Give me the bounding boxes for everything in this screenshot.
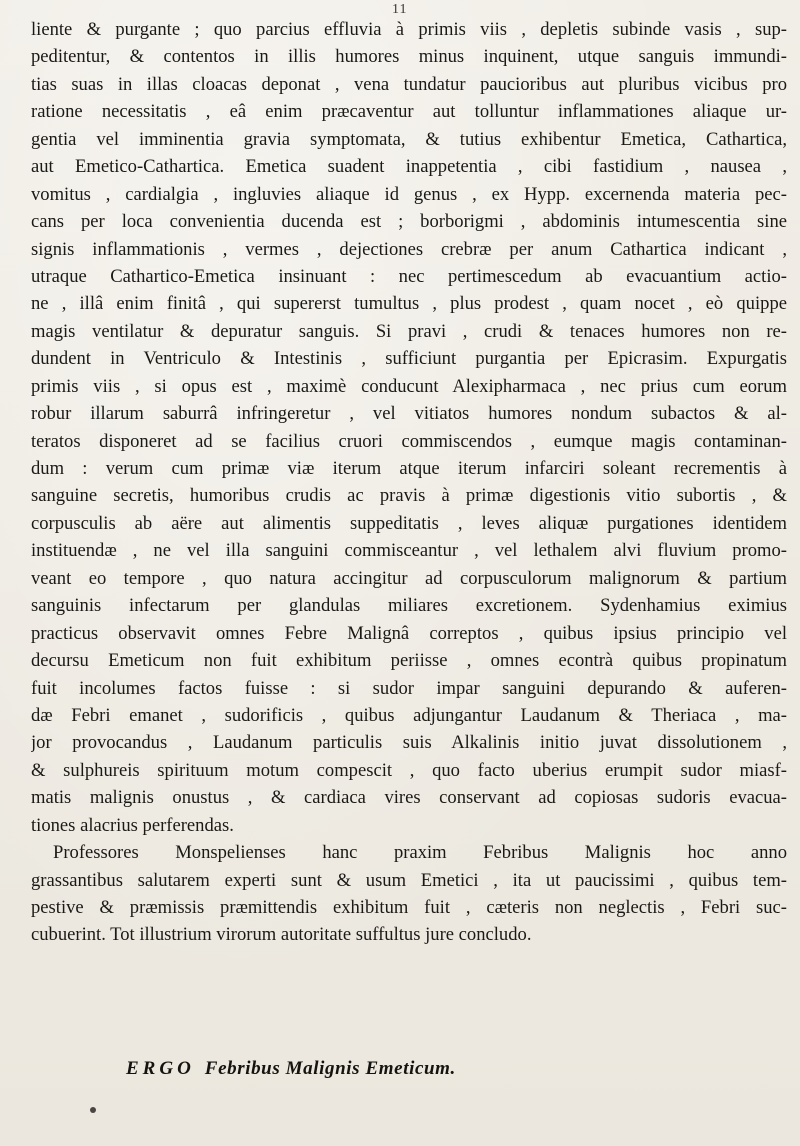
text-line: tias suas in illas cloacas deponat , vena tundatur paucioribus aut pluribus vicibus pro (31, 73, 787, 95)
text-line: magis ventilatur & depuratur sanguis. Si pravi , crudi & tenaces humores non re- (31, 320, 787, 342)
text-line: ratione necessitatis , eâ enim præcaventur aut tolluntur inflammationes aliaque ur- (31, 101, 787, 123)
text-line: matis malignis onustus , & cardiaca vires conservant ad copiosas sudoris evacua- (31, 787, 787, 809)
text-line: aut Emetico-Cathartica. Emetica suadent inappetentia , cibi fastidium , nausea , (31, 156, 787, 178)
text-line: veant eo tempore , quo natura accingitur ad corpusculorum malignorum & partium (31, 567, 787, 589)
text-line: peditentur, & contentos in illis humores minus inquinent, utque sanguis immundi- (31, 46, 787, 68)
text-line: gentia vel imminentia gravia symptomata, & tutius exhibentur Emetica, Cathartica, (31, 128, 787, 150)
text-line: sanguinis infectarum per glandulas miliares excretionem. Sydenhamius eximius (31, 595, 787, 617)
text-line: cans per loca convenientia ducenda est ; borborigmi , abdominis intumescentia sine (31, 211, 787, 233)
text-line: fuit incolumes factos fuisse : si sudor impar sanguini depurando & auferen- (31, 677, 787, 699)
body-text (31, 16, 787, 949)
conclusion-heading (126, 1058, 456, 1080)
text-line: dæ Febri emanet , sudorificis , quibus adjungantur Laudanum & Theriaca , ma- (31, 704, 787, 726)
text-line: pestive & præmissis præmittendis exhibitum fuit , cæteris non neglectis , Febri suc- (31, 897, 787, 918)
text-line: jor provocandus , Laudanum particulis suis Alkalinis initio juvat dissolutionem , (31, 732, 787, 754)
text-line: instituendæ , ne vel illa sanguini commisceantur , vel lethalem alvi fluvium promo- (31, 540, 787, 562)
conclusion-ergo: ERGO (126, 1058, 195, 1079)
text-line: cubuerint. Tot illustrium virorum autoritate suffultus jure concludo. (31, 924, 532, 946)
ink-mark (90, 1107, 96, 1113)
text-line: dum : verum cum primæ viæ iterum atque iterum infarciri soleant recrementis à (31, 458, 787, 479)
text-line: practicus observavit omnes Febre Malignâ correptos , quibus ipsius principio vel (31, 622, 787, 644)
text-line: Professores Monspelienses hanc praxim Febribus Malignis hoc anno (53, 842, 787, 864)
text-line: & sulphureis spirituum motum compescit , quo facto uberius erumpit sudor miasf- (31, 759, 787, 781)
text-line: decursu Emeticum non fuit exhibitum periisse , omnes econtrà quibus propinatum (31, 650, 787, 672)
text-line: grassantibus salutarem experti sunt & usum Emetici , ita ut paucissimi , quibus tem- (31, 869, 787, 891)
text-line: sanguine secretis, humoribus crudis ac pravis à primæ digestionis vitio subortis , & (31, 485, 787, 507)
text-line: corpusculis ab aëre aut alimentis suppeditatis , leves aliquæ purgationes identidem (31, 512, 787, 534)
conclusion-text: Febribus Malignis Emeticum. (204, 1058, 456, 1079)
text-line: signis inflammationis , vermes , dejectiones crebræ per anum Cathartica indicant , (31, 238, 787, 260)
text-line: ne , illâ enim finitâ , qui supererst tumultus , plus prodest , quam nocet , eò quippe (31, 293, 787, 315)
text-line: teratos disponeret ad se facilius cruori commiscendos , eumque magis contaminan- (31, 430, 787, 452)
text-line: dundent in Ventriculo & Intestinis , sufficiunt purgantia per Epicrasim. Expurgatis (31, 348, 787, 370)
text-line: robur illarum saburrâ infringeretur , vel vitiatos humores nondum subactos & al- (31, 403, 787, 425)
text-line: vomitus , cardialgia , ingluvies aliaque id genus , ex Hypp. excernenda materia pec- (31, 183, 787, 205)
text-line: utraque Cathartico-Emetica insinuant : nec pertimescedum ab evacuantium actio- (31, 265, 787, 287)
text-line: tiones alacrius perferendas. (31, 814, 234, 836)
text-line: liente & purgante ; quo parcius effluvia à primis viis , depletis subinde vasis , sup- (31, 19, 787, 40)
text-line: primis viis , si opus est , maximè conducunt Alexipharmaca , nec prius cum eorum (31, 375, 787, 397)
page-folio: 11 (392, 2, 408, 17)
